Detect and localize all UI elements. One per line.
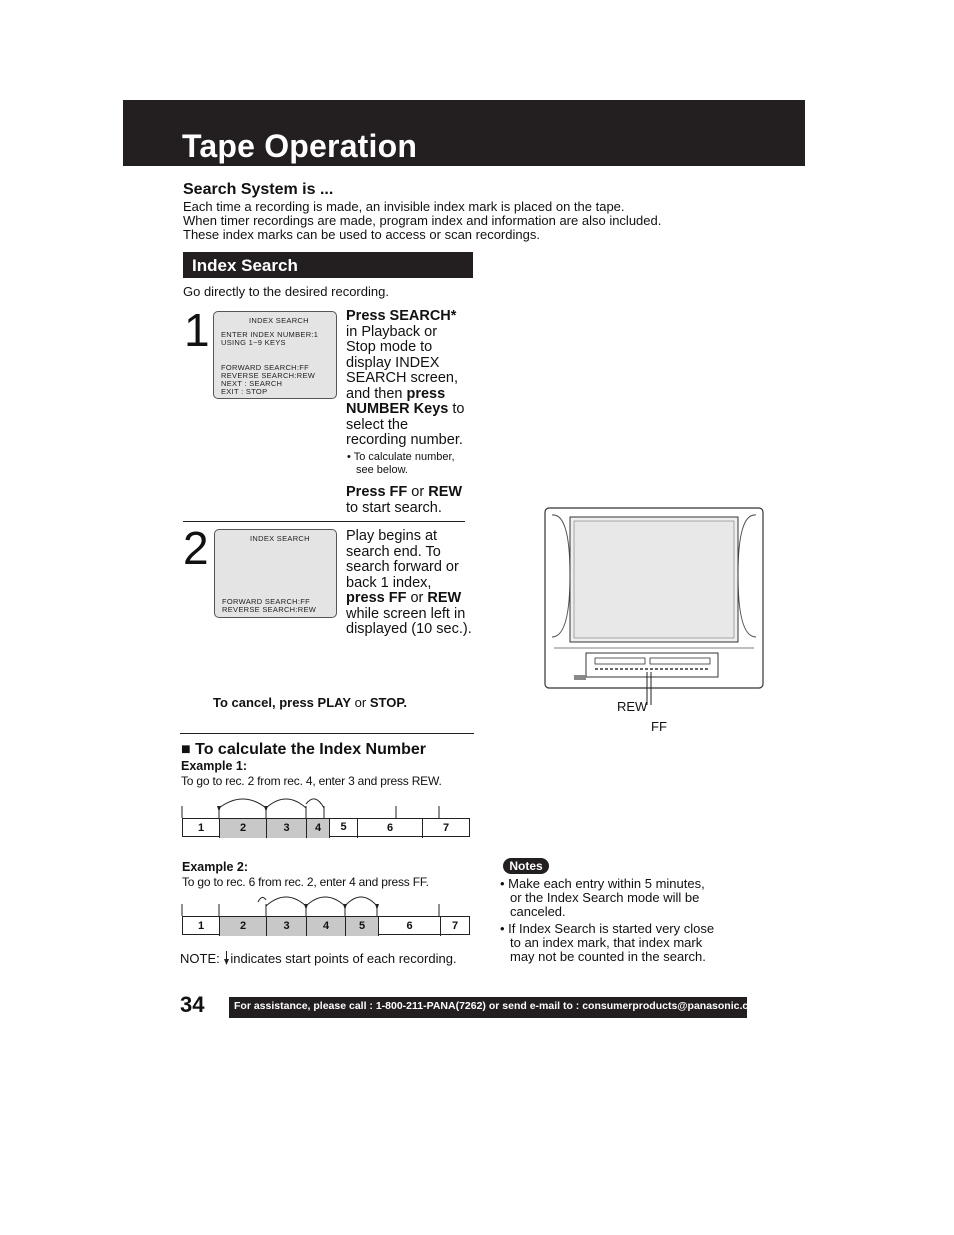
section-divider: [180, 733, 474, 734]
example-2-arcs: [178, 892, 474, 916]
example-2-strip: [182, 916, 470, 935]
example-1-strip: [182, 818, 470, 837]
step-text: back 1 index,: [346, 574, 432, 591]
index-note: [180, 951, 457, 966]
example-2-text: To go to rec. 6 from rec. 2, enter 4 and press FF.: [182, 875, 429, 889]
step-divider: [183, 521, 465, 522]
osd-line: FORWARD SEARCH:FF: [222, 597, 311, 606]
step-text: while screen left in: [346, 605, 466, 622]
note-line: or the Index Search mode will be: [510, 890, 700, 905]
step-1-screen: [213, 311, 337, 399]
page-title: Tape Operation: [182, 128, 418, 164]
step-text: REW: [428, 484, 463, 500]
step-text: in Playback or: [346, 323, 438, 340]
square-bullet-icon: ■: [181, 741, 191, 758]
notes-badge: Notes: [503, 858, 549, 874]
step-text: REW: [427, 590, 462, 606]
step-1-note-b: see below.: [356, 464, 408, 476]
osd-line: FORWARD SEARCH:FF: [221, 363, 310, 372]
record-cell: 4: [307, 917, 346, 936]
record-cell: 5: [346, 917, 379, 936]
osd-line: EXIT : STOP: [221, 387, 268, 396]
step-2-screen: [214, 529, 337, 618]
record-cell: 5: [330, 819, 358, 838]
record-cell: 4: [307, 819, 330, 838]
record-cell: 7: [442, 822, 450, 834]
step-text: to: [452, 401, 465, 417]
record-cell: 7: [451, 920, 459, 932]
calculate-heading-text: To calculate the Index Number: [195, 741, 426, 758]
cancel-instruction: [213, 695, 407, 710]
osd-line: USING 1~9 KEYS: [221, 338, 286, 347]
tv-illustration: [540, 505, 770, 705]
step-text: and then: [346, 385, 403, 402]
index-search-heading: Index Search: [192, 256, 298, 275]
footer-text: For assistance, please call : 1-800-211-PANA(7262) or send e-mail to : consumerproducts@panasonic.com: [234, 1000, 764, 1012]
step-text: to start search.: [346, 499, 442, 516]
osd-line: REVERSE SEARCH:REW: [221, 371, 316, 380]
step-text: Press FF: [346, 484, 408, 500]
step-text: or: [410, 590, 424, 606]
step-1-number: 1: [184, 304, 210, 356]
osd-line: ENTER INDEX NUMBER:1: [221, 330, 319, 339]
note-line: • If Index Search is started very close: [500, 921, 715, 936]
step-2-number: 2: [183, 522, 209, 574]
cancel-text: To cancel, press: [213, 695, 314, 710]
note-line: canceled.: [510, 904, 566, 919]
note-line: may not be counted in the search.: [510, 949, 706, 964]
example-1-text: To go to rec. 2 from rec. 4, enter 3 and press REW.: [181, 774, 442, 788]
record-cell: 2: [220, 819, 267, 838]
step-text: press: [406, 385, 446, 402]
step-text: search end. To: [346, 543, 441, 560]
index-search-subtitle: Go directly to the desired recording.: [183, 284, 389, 299]
example-1-title: Example 1:: [181, 759, 248, 773]
osd-title: INDEX SEARCH: [250, 534, 310, 543]
step-text: display INDEX: [346, 354, 440, 371]
calculate-heading: [181, 741, 426, 759]
step-1-ffrew: [346, 485, 462, 516]
record-cell: 1: [183, 917, 220, 936]
step-text: Press SEARCH*: [346, 308, 457, 324]
step-1-note-a: • To calculate number,: [347, 451, 455, 463]
record-cell: 2: [220, 917, 267, 936]
osd-title: INDEX SEARCH: [249, 316, 309, 325]
step-text: SEARCH screen,: [346, 370, 459, 386]
intro-line-3: These index marks can be used to access or scan recordings.: [183, 227, 540, 242]
note-line: to an index mark, that index mark: [510, 935, 703, 950]
cancel-or: or: [354, 695, 367, 710]
step-2-instructions: [346, 529, 474, 638]
osd-line: NEXT : SEARCH: [221, 379, 283, 388]
record-cell: 3: [267, 819, 307, 838]
cancel-stop: STOP.: [369, 695, 407, 710]
record-cell: 6: [379, 917, 441, 936]
step-text: select the: [346, 416, 409, 433]
intro-line-1: Each time a recording is made, an invisible index mark is placed on the tape.: [183, 199, 625, 214]
example-2-title: Example 2:: [182, 860, 249, 874]
record-cell: 3: [267, 917, 307, 936]
index-note-label: NOTE:: [180, 951, 220, 966]
step-text: search forward or: [346, 559, 459, 575]
page-number: 34: [180, 992, 205, 1017]
intro-heading: Search System is ...: [183, 181, 334, 198]
ff-label: FF: [651, 719, 667, 734]
example-1-arcs: [178, 794, 474, 818]
step-text: recording number.: [346, 432, 463, 448]
record-cell: 1: [183, 819, 220, 838]
step-text: Stop mode to: [346, 339, 433, 355]
step-text: NUMBER Keys: [346, 401, 449, 417]
step-text: or: [411, 484, 425, 500]
step-text: press FF: [346, 590, 407, 606]
notes-list: [500, 877, 714, 964]
rew-label: REW: [617, 699, 648, 714]
record-cell: 6: [358, 819, 423, 838]
step-text: Play begins at: [346, 528, 438, 544]
step-1-instructions: [346, 309, 472, 449]
step-text: displayed (10 sec.).: [346, 621, 472, 637]
intro-line-2: When timer recordings are made, program index and information are also included.: [183, 213, 662, 228]
osd-line: REVERSE SEARCH:REW: [222, 605, 317, 614]
note-line: • Make each entry within 5 minutes,: [500, 876, 705, 891]
cancel-play: PLAY: [317, 695, 352, 710]
index-note-text: indicates start points of each recording.: [230, 951, 457, 966]
